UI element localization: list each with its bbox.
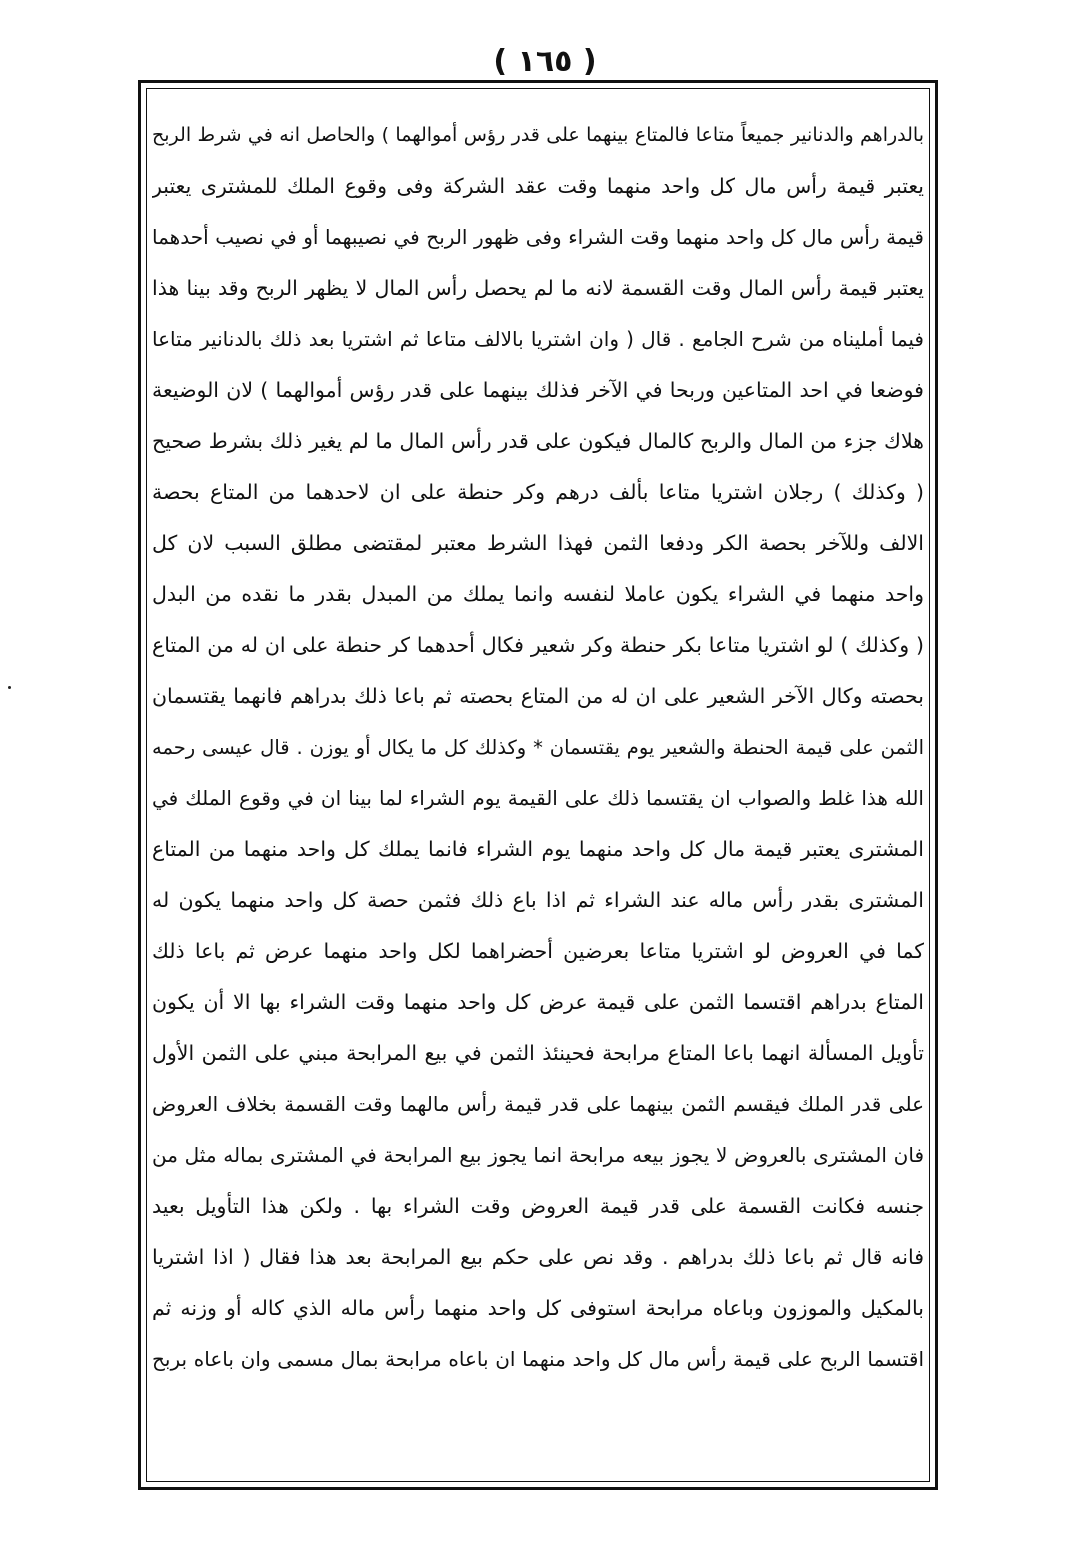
margin-mark (8, 686, 11, 689)
text-line: قيمة رأس مال كل واحد منهما وقت الشراء وفى ظهور الربح في نصيبهما أو في نصيب أحدهما (152, 225, 924, 249)
text-line: يعتبر قيمة رأس مال كل واحد منهما وقت عقد الشركة وفى وقوع الملك للمشترى يعتبر (152, 174, 924, 198)
text-line: هلاك جزء من المال والربح كالمال فيكون على قدر رأس المال ما لم يغير ذلك بشرط صحيح (152, 429, 924, 453)
text-line: الالف وللآخر بحصة الكر ودفعا الثمن فهذا الشرط معتبر لمقتضى مطلق السبب لان كل (152, 531, 924, 555)
text-line: المشترى يعتبر قيمة مال كل واحد منهما يوم الشراء فانما يملك كل واحد منهما من المتاع (152, 837, 924, 861)
text-line: فان المشترى بالعروض لا يجوز بيعه مرابحة انما يجوز بيع المرابحة في المشترى بماله مثل من (152, 1143, 924, 1167)
main-text (152, 110, 924, 1480)
text-line: واحد منهما في الشراء يكون عاملا لنفسه وانما يملك من المبدل بقدر ما نقده من البدل (152, 582, 924, 606)
text-line: كما في العروض لو اشتريا متاعا بعرضين أحضراهما لكل واحد منهما عرض ثم باعا ذلك (152, 939, 924, 963)
text-line: فانه قال ثم باعا ذلك بدراهم . وقد نص على حكم بيع المرابحة بعد هذا فقال ( اذا اشتريا (152, 1245, 924, 1269)
text-line: جنسه فكانت القسمة على قدر قيمة العروض وقت الشراء بها . ولكن هذا التأويل بعيد (152, 1194, 924, 1218)
text-line: ( وكذلك ) لو اشتريا متاعا بكر حنطة وكر شعير فكال أحدهما كر حنطة على ان له من المتاع (152, 633, 924, 657)
text-line: على قدر الملك فيقسم الثمن بينهما على قدر قيمة رأس مالهما وقت القسمة بخلاف العروض (152, 1092, 924, 1116)
text-line: بالمكيل والموزون وباعاه مرابحة استوفى كل واحد منهما رأس ماله الذي كاله أو وزنه ثم (152, 1296, 924, 1320)
text-line: ( وكذلك ) رجلان اشتريا متاعا بألف درهم وكر حنطة على ان لاحدهما من المتاع بحصة (152, 480, 924, 504)
text-line: تأويل المسألة انهما باعا المتاع مرابحة فحينئذ الثمن في بيع المرابحة مبني على الثمن الأول (152, 1041, 924, 1065)
page-number: ( ١٦٥ ) (493, 44, 597, 79)
text-line: بالدراهم والدنانير جميعاً متاعا فالمتاع بينهما على قدر رؤس أموالهما ) والحاصل انه في شرط الربح (152, 124, 924, 146)
text-line: الثمن على قيمة الحنطة والشعير يوم يقتسمان * وكذلك كل ما يكال أو يوزن . قال عيسى رحمه (152, 736, 924, 759)
text-line: يعتبر قيمة رأس المال وقت القسمة لانه ما لم يحصل رأس المال لا يظهر الربح وقد بينا هذا (152, 276, 924, 300)
text-line: المتاع بدراهم اقتسما الثمن على قيمة عرض كل واحد منهما وقت الشراء بها الا أن يكون (152, 990, 924, 1014)
text-line: فيما أمليناه من شرح الجامع . قال ( وان اشتريا بالالف متاعا ثم اشتريا بعد ذلك بالدنانير متاعا (152, 327, 924, 351)
text-line: الله هذا غلط والصواب ان يقتسما ذلك على القيمة يوم الشراء لما بينا ان في وقوع الملك في (152, 786, 924, 810)
text-line: بحصته وكال الآخر الشعير على ان له من المتاع بحصته ثم باعا ذلك بدراهم فانهما يقتسمان (152, 684, 924, 708)
text-line: اقتسما الربح على قيمة رأس مال كل واحد منهما ان باعاه مرابحة بمال مسمى وان باعاه بربح (152, 1347, 924, 1371)
text-line: فوضعا في احد المتاعين وربحا في الآخر فذلك بينهما على قدر رؤس أموالهما ) لان الوضيعة (152, 378, 924, 402)
text-line: المشترى بقدر رأس ماله عند الشراء ثم اذا باع ذلك فثمن حصة كل واحد منهما يكون له (152, 888, 924, 912)
